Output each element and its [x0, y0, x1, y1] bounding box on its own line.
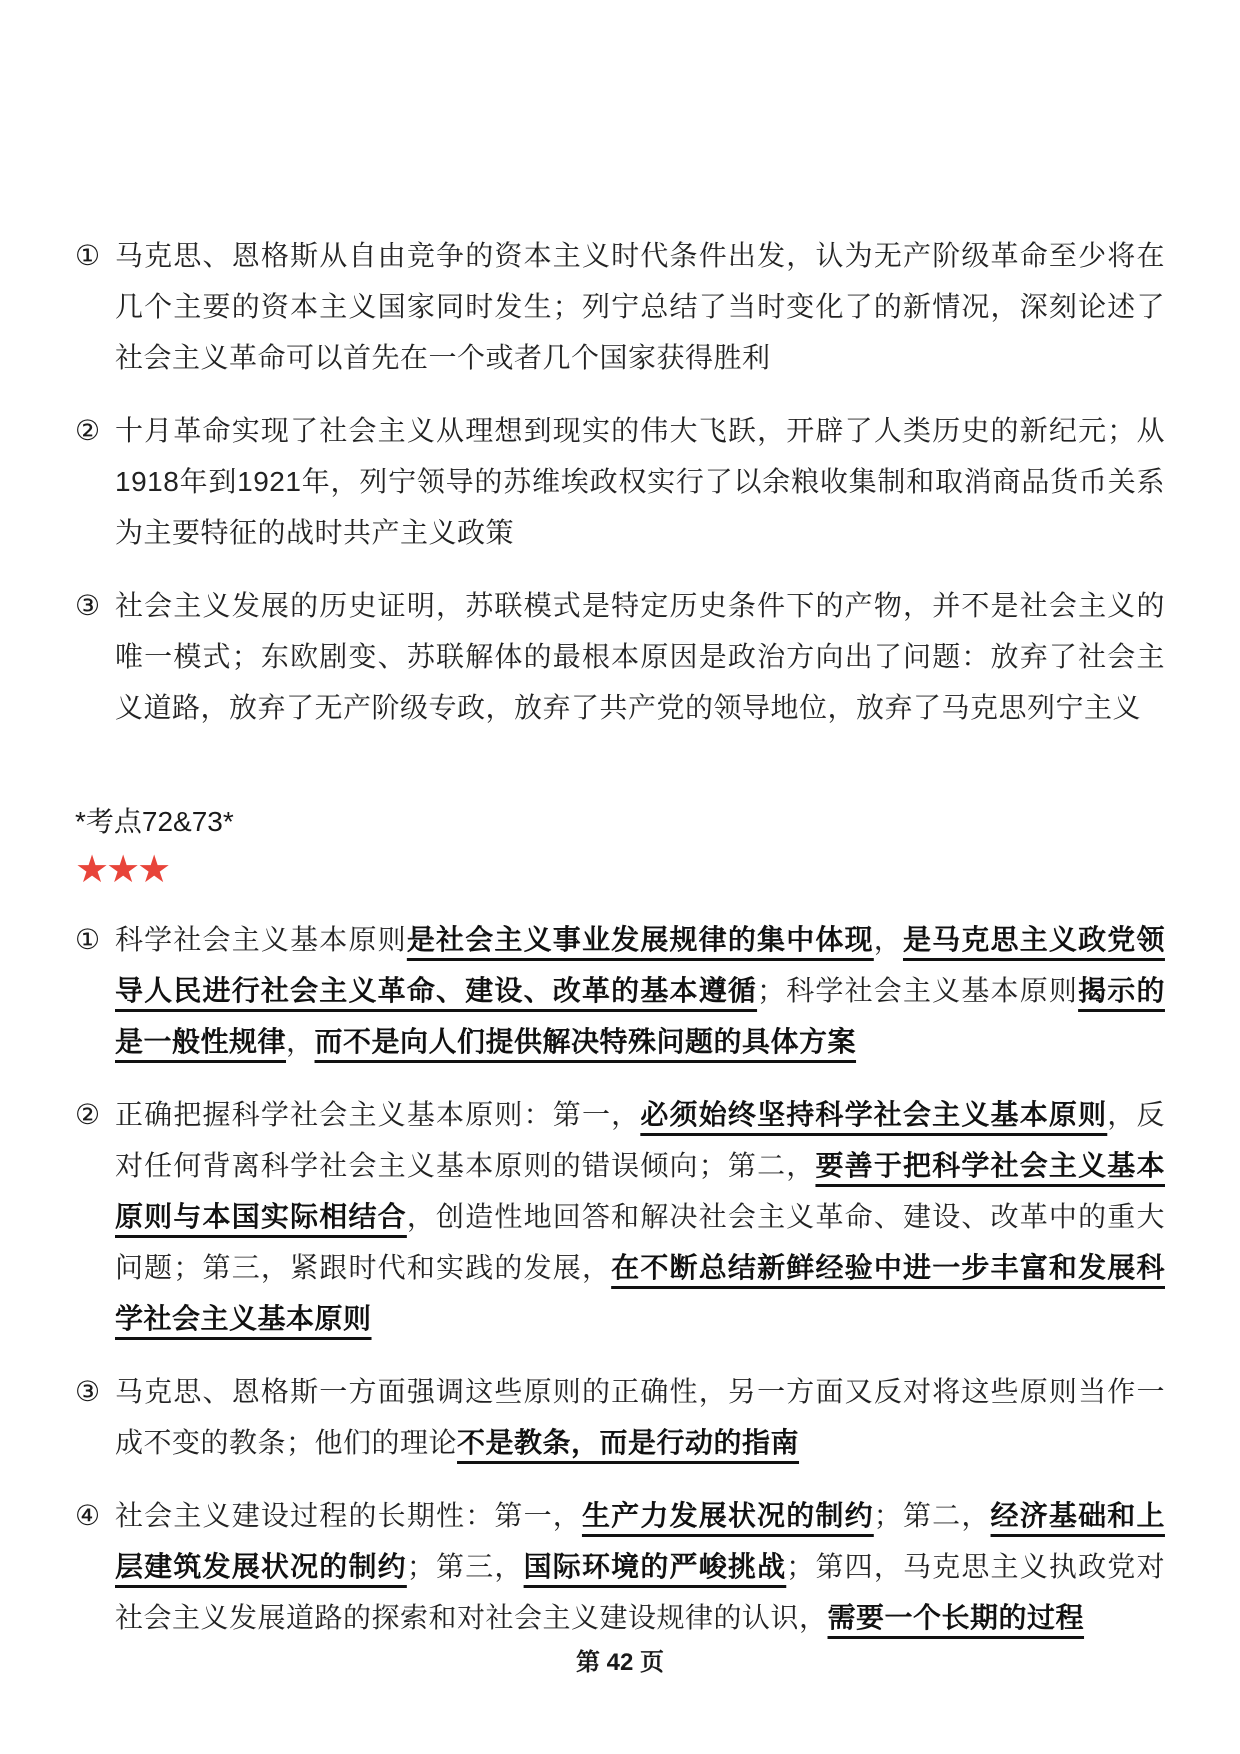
paragraph-text: ；第三， [406, 1551, 524, 1582]
key-point-underlined: 揭示的是一般性规律 [115, 975, 1165, 1057]
circled-number: ① [75, 924, 101, 955]
circled-number: ① [75, 240, 101, 271]
paragraph-text: 正确把握科学社会主义基本原则：第一， [115, 1099, 641, 1130]
key-point-underlined: 国际环境的严峻挑战 [523, 1551, 787, 1582]
key-point-underlined: 要善于把科学社会主义基本原则与本国实际相结合 [115, 1150, 1165, 1232]
paragraph-text: ；第四，马克思主义执政党对社会主义发展道路的探索和对社会主义建设规律的认识， [115, 1551, 1165, 1633]
section-history [75, 230, 1165, 755]
page-number: 第 42 页 [575, 1649, 665, 1676]
circled-number: ③ [75, 1376, 101, 1407]
circled-number: ② [75, 1099, 101, 1130]
paragraph-text: ， [286, 1026, 315, 1057]
paragraph-text: 马克思、恩格斯一方面强调这些原则的正确性，另一方面又反对将这些原则当作一成不变的教条；他们的理论 [115, 1376, 1165, 1458]
paragraph-text: 十月革命实现了社会主义从理想到现实的伟大飞跃，开辟了人类历史的新纪元；从1918年到1921年，列宁领导的苏维埃政权实行了以余粮收集制和取消商品货币关系为主要特征的战时共产主义政策 [115, 415, 1165, 548]
star-rating-icon: ★★★ [75, 849, 169, 891]
numbered-paragraph [75, 914, 1165, 1067]
key-point-underlined: 是社会主义事业发展规律的集中体现 [406, 924, 874, 955]
numbered-paragraph [75, 580, 1165, 733]
paragraph-text: 社会主义发展的历史证明，苏联模式是特定历史条件下的产物，并不是社会主义的唯一模式；东欧剧变、苏联解体的最根本原因是政治方向出了问题：放弃了社会主义道路，放弃了无产阶级专政，放弃了共产党的领导地位，放弃了马克思列宁主义 [115, 590, 1165, 723]
key-point-underlined: 而不是向人们提供解决特殊问题的具体方案 [314, 1026, 857, 1057]
numbered-paragraph [75, 1490, 1165, 1643]
paragraph-text: ；第二， [873, 1500, 991, 1531]
numbered-paragraph [75, 405, 1165, 558]
numbered-paragraph [75, 1366, 1165, 1468]
numbered-paragraph [75, 1089, 1165, 1344]
key-point-underlined: 经济基础和上层建筑发展状况的制约 [115, 1500, 1165, 1582]
key-point-underlined: 需要一个长期的过程 [827, 1602, 1085, 1633]
key-point-underlined: 在不断总结新鲜经验中进一步丰富和发展科学社会主义基本原则 [115, 1252, 1165, 1334]
exam-point-heading: *考点72&73* [75, 806, 234, 837]
circled-number: ③ [75, 590, 101, 621]
paragraph-text: ，创造性地回答和解决社会主义革命、建设、改革中的重大问题；第三，紧跟时代和实践的发展， [115, 1201, 1165, 1283]
paragraph-text: 社会主义建设过程的长期性：第一， [115, 1500, 582, 1531]
key-point-underlined: 不是教条，而是行动的指南 [457, 1427, 800, 1458]
paragraph-text: 科学社会主义基本原则 [115, 924, 407, 955]
section-exam-point-72-73 [75, 797, 1165, 1665]
key-point-underlined: 是马克思主义政党领导人民进行社会主义革命、建设、改革的基本遵循 [115, 924, 1165, 1006]
key-point-underlined: 生产力发展状况的制约 [581, 1500, 874, 1531]
circled-number: ④ [75, 1500, 101, 1531]
key-point-underlined: 必须始终坚持科学社会主义基本原则 [640, 1099, 1108, 1130]
paragraph-text: ，反对任何背离科学社会主义基本原则的错误倾向；第二， [115, 1099, 1165, 1181]
paragraph-text: ， [873, 924, 903, 955]
paragraph-text: 马克思、恩格斯从自由竞争的资本主义时代条件出发，认为无产阶级革命至少将在几个主要的资本主义国家同时发生；列宁总结了当时变化了的新情况，深刻论述了社会主义革命可以首先在一个或者几个国家获得胜利 [115, 240, 1165, 373]
paragraph-text: ；科学社会主义基本原则 [757, 975, 1079, 1006]
circled-number: ② [75, 415, 101, 446]
numbered-paragraph [75, 230, 1165, 383]
